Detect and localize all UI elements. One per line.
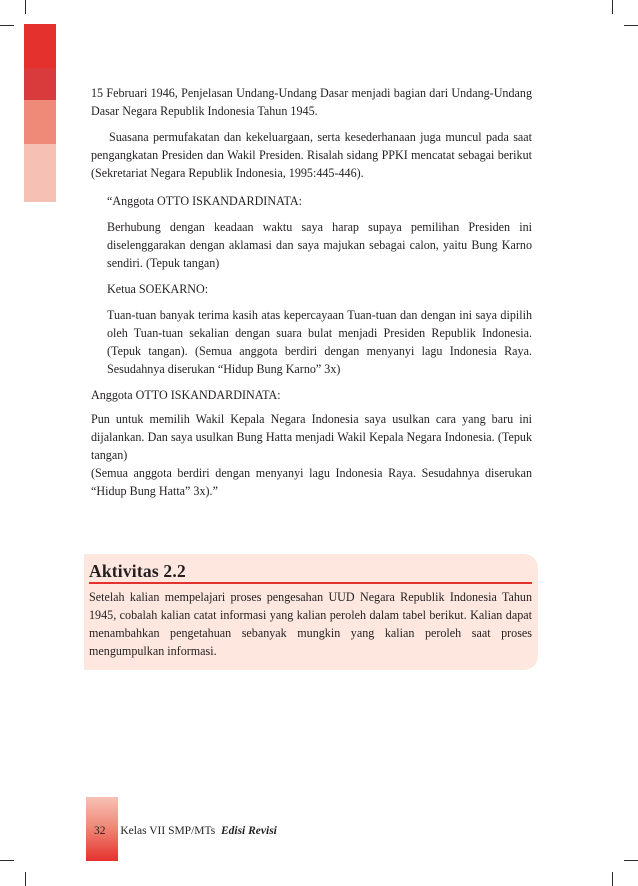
crop-mark <box>0 25 14 26</box>
edition-label: Edisi Revisi <box>220 825 277 837</box>
paragraph-4b: (Semua anggota berdiri dengan menyanyi lagu Indonesia Raya. Sesudahnya diserukan “Hidup Bung Hatta” 3x).” <box>91 466 532 498</box>
crop-mark <box>0 860 14 861</box>
quote-text-2: Tuan-tuan banyak terima kasih atas kepercayaan Tuan-tuan dan dengan ini saya dipilih oleh Tuan-tuan sekalian dengan suara bulat menjadi Presiden Republik Indonesia. (Tepuk tangan). (Semua anggota berdiri dengan menyanyi lagu Indonesia Raya. Sesudahnya diserukan “Hidup Bung Karno” 3x) <box>107 308 532 376</box>
activity-box <box>84 554 538 670</box>
page-footer <box>94 825 277 837</box>
activity-body: Setelah kalian mempelajari proses pengesahan UUD Negara Republik Indonesia Tahun 1945, cobalah kalian catat informasi yang kalian peroleh dalam tabel berikut. Kalian dapat menambahkan pengetahuan sebanyak mungkin yang kalian peroleh saat proses mengumpulkan informasi. <box>89 590 532 658</box>
chapter-strip-dark-red <box>24 68 56 100</box>
crop-mark <box>612 0 613 14</box>
activity-divider <box>89 582 532 584</box>
book-title: Kelas VII SMP/MTs <box>120 825 216 837</box>
chapter-strip-salmon <box>24 100 56 144</box>
quote-speaker-1: “Anggota OTTO ISKANDARDINATA: <box>107 194 302 208</box>
quote-text-1: Berhubung dengan keadaan waktu saya harap supaya pemilihan Presiden ini diselenggarakan dengan aklamasi dan saya majukan sebagai calon, yaitu Bung Karno sendiri. (Tepuk tangan) <box>107 220 532 270</box>
chapter-strip-light <box>24 144 56 202</box>
activity-title: Aktivitas 2.2 <box>89 561 186 581</box>
crop-mark <box>624 860 638 861</box>
page-number: 32 <box>94 825 106 837</box>
crop-mark <box>25 0 26 14</box>
main-text <box>91 84 532 500</box>
paragraph-2: Suasana permufakatan dan kekeluargaan, serta kesederhanaan juga muncul pada saat pengangkatan Presiden dan Wakil Presiden. Risalah sidang PPKI mencatat sebagai berikut (Sekretariat Negara Republik Indonesia, 1995:445-446). <box>91 130 532 180</box>
chapter-strip-red <box>24 24 56 68</box>
crop-mark <box>25 872 26 886</box>
crop-mark <box>624 25 638 26</box>
paragraph-1: 15 Februari 1946, Penjelasan Undang-Undang Dasar menjadi bagian dari Undang-Undang Dasar Negara Republik Indonesia Tahun 1945. <box>91 86 532 118</box>
crop-mark <box>612 872 613 886</box>
quote-speaker-2: Ketua SOEKARNO: <box>107 282 209 296</box>
speaker-3: Anggota OTTO ISKANDARDINATA: <box>91 388 281 402</box>
paragraph-4a: Pun untuk memilih Wakil Kepala Negara Indonesia saya usulkan cara yang baru ini dijalankan. Dan saya usulkan Bung Hatta menjadi Wakil Kepala Negara Indonesia. (Tepuk tangan) <box>91 412 532 462</box>
